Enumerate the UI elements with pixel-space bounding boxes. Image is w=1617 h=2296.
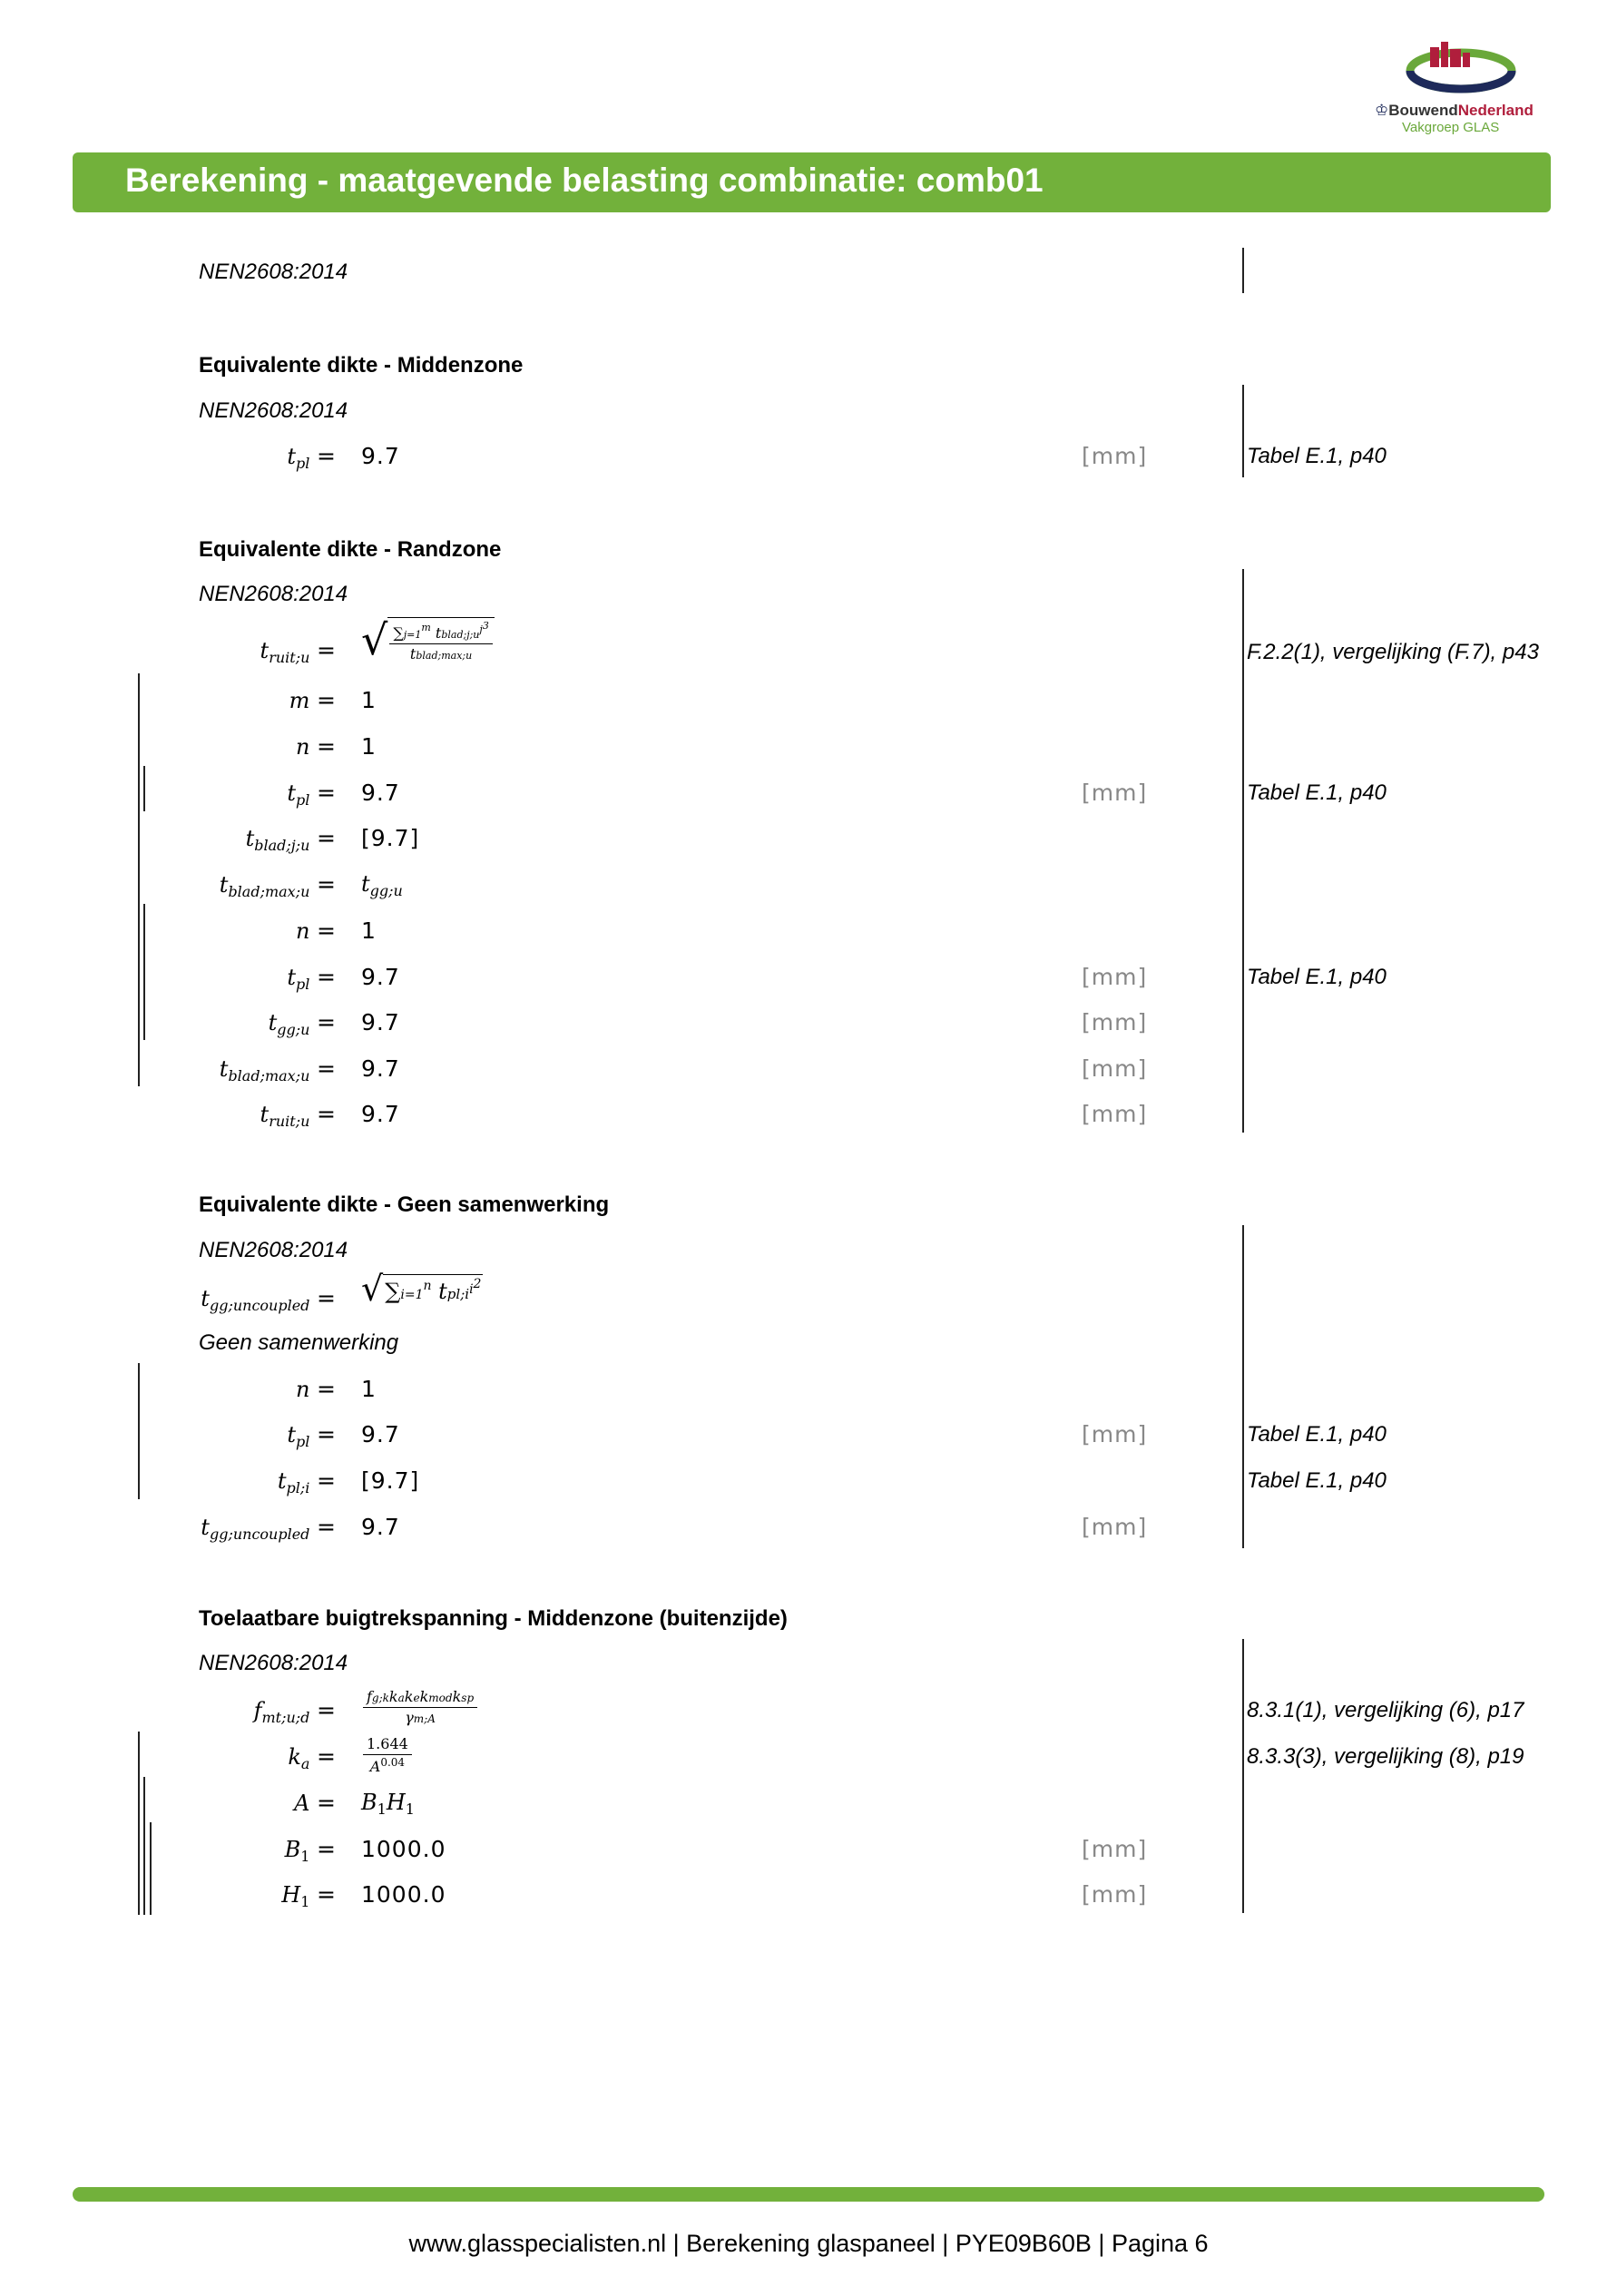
geen-samenwerking-label: Geen samenwerking — [199, 1330, 399, 1355]
unit-label: [mm] — [1082, 443, 1148, 469]
A-formula: $B_1H_1$ — [361, 1790, 415, 1818]
truit-formula: √ $\frac{\sum j=1^m tblad;j;u^{j3}}{\text{tblad;max;u}}$ — [361, 615, 495, 664]
divider — [1242, 248, 1244, 293]
A-symbol: A = — [294, 1790, 336, 1816]
unit-label: [mm] — [1082, 1055, 1148, 1082]
reference: Tabel E.1, p40 — [1247, 1468, 1387, 1493]
tpl-value: 9.7 — [361, 964, 400, 990]
tbladmax-formula: $t_{gg;u}$ — [361, 871, 403, 899]
m-value: 1 — [361, 687, 377, 713]
tpl-value: 9.7 — [361, 1421, 400, 1447]
page-title: Berekening - maatgevende belasting combinatie: comb01 — [125, 162, 1044, 199]
logo-brand: ♔BouwendNederland — [1375, 102, 1534, 119]
section-title-bar — [73, 152, 1551, 212]
divider — [1242, 385, 1244, 477]
n-symbol: n = — [295, 917, 336, 944]
truit-symbol: $t_{ruit;u}$ = — [260, 637, 336, 666]
unit-label: [mm] — [1082, 1421, 1148, 1447]
reference: 8.3.3(3), vergelijking (8), p19 — [1247, 1744, 1524, 1769]
reference: Tabel E.1, p40 — [1247, 780, 1387, 805]
fmt-symbol: $f_{mt;u;d}$ = — [253, 1697, 336, 1726]
norm-label: NEN2608:2014 — [199, 1238, 348, 1262]
section-heading-buigtrekspanning: Toelaatbare buigtrekspanning - Middenzone (buitenzijde) — [199, 1606, 788, 1631]
unit-label: [mm] — [1082, 1101, 1148, 1127]
ka-symbol: $k_a$ = — [288, 1743, 336, 1772]
n-value: 1 — [361, 917, 377, 944]
footer-bar — [73, 2187, 1544, 2202]
n-symbol: n = — [295, 1376, 336, 1402]
tgg-uncoupled-symbol: $t_{gg;uncoupled}$ = — [201, 1514, 336, 1543]
reference: 8.3.1(1), vergelijking (6), p17 — [1247, 1698, 1524, 1722]
norm-label: NEN2608:2014 — [199, 582, 348, 606]
B1-value: 1000.0 — [361, 1836, 446, 1862]
ka-formula: $\frac{1.644}{A^{0.04}}$ — [363, 1735, 412, 1775]
H1-symbol: $H_1$ = — [281, 1881, 336, 1910]
tgg-uncoupled-value: 9.7 — [361, 1514, 400, 1540]
tpl-value: 9.7 — [361, 443, 400, 469]
fmt-formula: $\frac{\text{fg;kkakekmodksp}}{\gamma m;A}$ — [363, 1688, 477, 1726]
unit-label: [mm] — [1082, 1514, 1148, 1540]
tpli-symbol: $t_{pl;i}$ = — [277, 1467, 336, 1496]
tgg-value: 9.7 — [361, 1009, 400, 1035]
section-heading-geen-samenwerking: Equivalente dikte - Geen samenwerking — [199, 1192, 610, 1217]
divider — [1242, 569, 1244, 1133]
tpl-symbol: $t_{pl}$ = — [287, 443, 336, 472]
norm-label: NEN2608:2014 — [199, 260, 348, 284]
n-value: 1 — [361, 1376, 377, 1402]
tpli-value: [9.7] — [361, 1467, 420, 1494]
tbladmax-symbol: $t_{blad;max;u}$ = — [219, 871, 336, 900]
unit-label: [mm] — [1082, 1836, 1148, 1862]
tgg-uncoupled-symbol: $t_{gg;uncoupled}$ = — [201, 1285, 336, 1314]
tbladj-value: [9.7] — [361, 825, 420, 851]
truit-symbol: $t_{ruit;u}$ = — [260, 1101, 336, 1130]
tpl-symbol: $t_{pl}$ = — [287, 1421, 336, 1450]
norm-label: NEN2608:2014 — [199, 398, 348, 423]
truit-value: 9.7 — [361, 1101, 400, 1127]
unit-label: [mm] — [1082, 1009, 1148, 1035]
reference: Tabel E.1, p40 — [1247, 965, 1387, 989]
tgg-uncoupled-formula: $√\sum i=1^n$ $tpl;i^{i2}$ — [361, 1269, 482, 1309]
divider — [1242, 1225, 1244, 1548]
unit-label: [mm] — [1082, 780, 1148, 806]
tbladj-symbol: $t_{blad;j;u}$ = — [245, 825, 336, 854]
unit-label: [mm] — [1082, 1881, 1148, 1908]
tbladmax-value: 9.7 — [361, 1055, 400, 1082]
logo-subtitle: Vakgroep GLAS — [1402, 120, 1500, 135]
section-heading-middenzone: Equivalente dikte - Middenzone — [199, 353, 524, 378]
reference: F.2.2(1), vergelijking (F.7), p43 — [1247, 640, 1539, 664]
reference: Tabel E.1, p40 — [1247, 1422, 1387, 1447]
tgg-symbol: $t_{gg;u}$ = — [268, 1009, 336, 1038]
B1-symbol: $B_1$ = — [284, 1836, 336, 1865]
unit-label: [mm] — [1082, 964, 1148, 990]
H1-value: 1000.0 — [361, 1881, 446, 1908]
n-symbol: n = — [295, 733, 336, 760]
norm-label: NEN2608:2014 — [199, 1651, 348, 1675]
tpl-value: 9.7 — [361, 780, 400, 806]
tpl-symbol: $t_{pl}$ = — [287, 964, 336, 993]
tbladmax-symbol: $t_{blad;max;u}$ = — [219, 1055, 336, 1084]
divider — [1242, 1639, 1244, 1913]
tpl-symbol: $t_{pl}$ = — [287, 780, 336, 809]
reference: Tabel E.1, p40 — [1247, 444, 1387, 468]
n-value: 1 — [361, 733, 377, 760]
crown-icon: ♔ — [1375, 102, 1389, 119]
m-symbol: m = — [289, 687, 336, 713]
page-footer: www.glasspecialisten.nl | Berekening glaspaneel | PYE09B60B | Pagina 6 — [408, 2230, 1209, 2257]
section-heading-randzone: Equivalente dikte - Randzone — [199, 537, 502, 562]
